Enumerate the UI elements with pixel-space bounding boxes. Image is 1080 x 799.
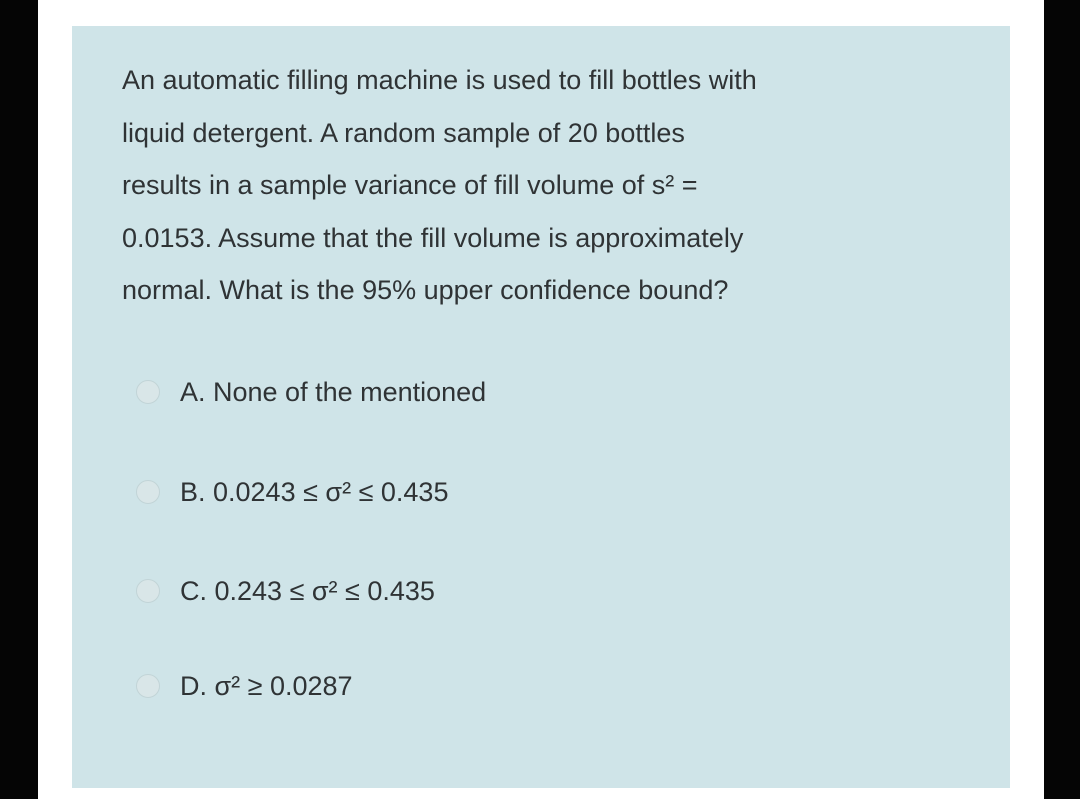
question-line: normal. What is the 95% upper confidence bound?	[122, 275, 729, 305]
option-c[interactable]	[136, 571, 435, 611]
question-text	[122, 54, 982, 317]
question-line: results in a sample variance of fill volume of s² =	[122, 170, 698, 200]
option-b[interactable]	[136, 472, 448, 512]
radio-button[interactable]	[136, 480, 160, 504]
question-line: An automatic filling machine is used to fill bottles with	[122, 65, 757, 95]
question-line: liquid detergent. A random sample of 20 bottles	[122, 117, 685, 148]
radio-button[interactable]	[136, 380, 160, 404]
question-line: 0.0153. Assume that the fill volume is approximately	[122, 222, 744, 253]
option-a[interactable]	[136, 372, 486, 412]
option-label: B. 0.0243 ≤ σ² ≤ 0.435	[180, 476, 449, 507]
left-border	[0, 0, 38, 799]
radio-button[interactable]	[136, 579, 160, 603]
option-label: D. σ² ≥ 0.0287	[180, 670, 353, 701]
radio-button[interactable]	[136, 674, 160, 698]
question-card	[72, 26, 1010, 788]
option-d[interactable]	[136, 666, 353, 706]
right-border	[1044, 0, 1080, 799]
option-label: A. None of the mentioned	[180, 376, 487, 407]
option-label: C. 0.243 ≤ σ² ≤ 0.435	[180, 575, 435, 606]
